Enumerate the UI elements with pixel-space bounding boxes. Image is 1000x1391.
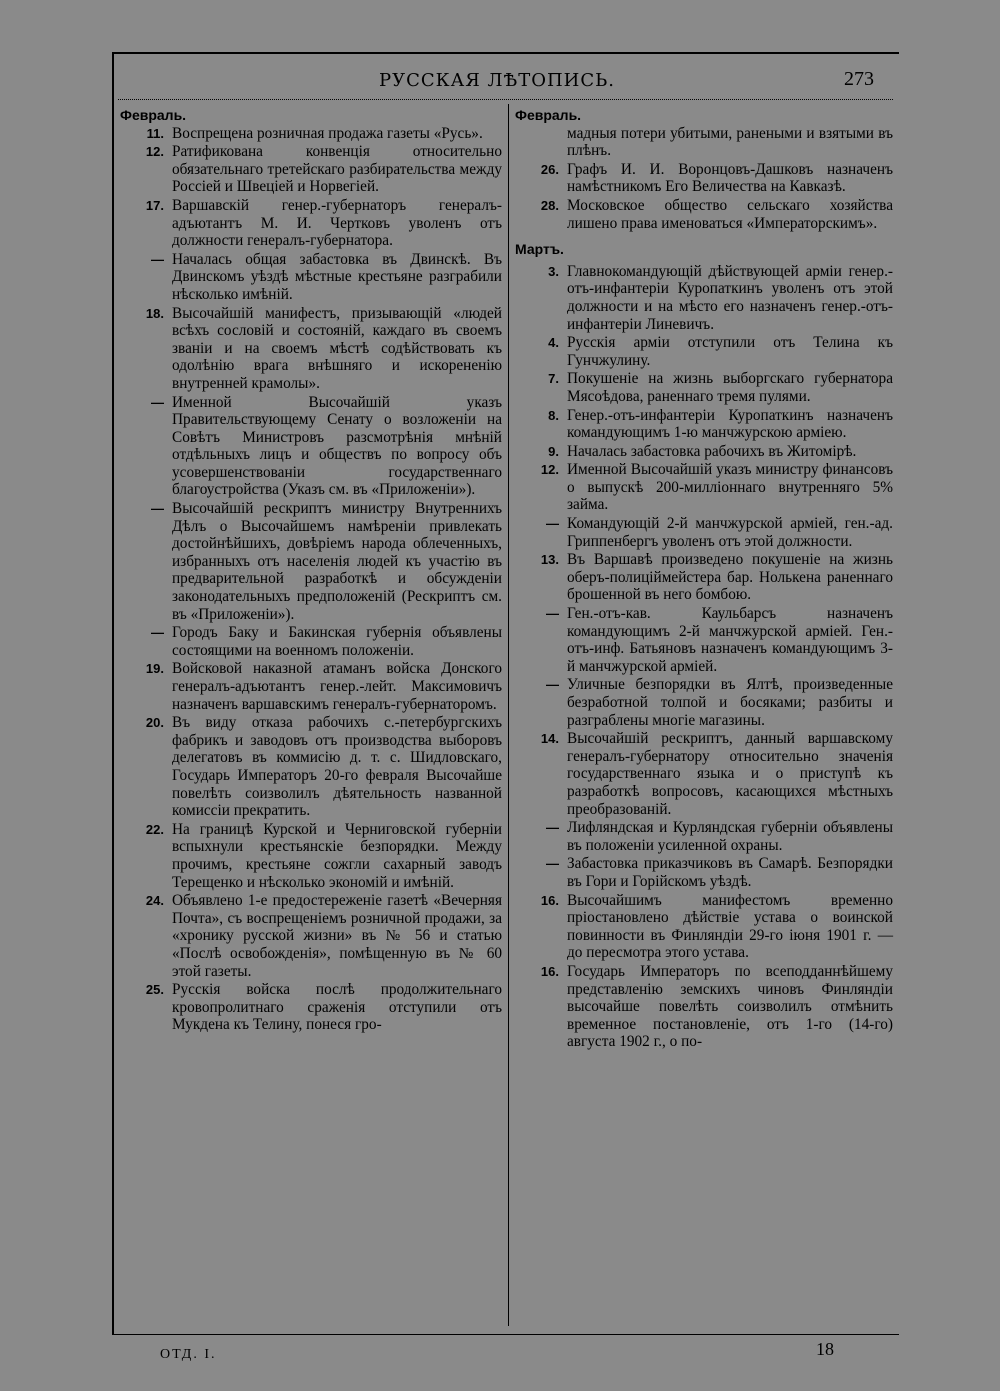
running-header <box>112 64 882 98</box>
entry-date: — <box>546 820 559 836</box>
entry-text: Высочайшій манифестъ, призывающій «людей всѣхъ сословій и состояній, каждаго въ своемъ званіи и на своемъ мѣстѣ содѣйствовать къ одолѣнію врага внѣшняго и искорененію внутренней крамолы». <box>172 304 502 392</box>
entry-text: Графъ И. И. Воронцовъ-Дашковъ назначенъ намѣстникомъ Его Величества на Кавказѣ. <box>567 160 893 196</box>
entry-date: 11. <box>146 125 164 141</box>
chronicle-entry <box>515 263 893 333</box>
entry-text: Генер.-отъ-инфантеріи Куропаткинъ назначенъ командующимъ 1-ю манчжурскою арміею. <box>567 406 893 442</box>
entry-text: Высочайшій рескриптъ, данный варшавскому генералъ-губернатору относительно значенія государственнаго языка и о приступѣ къ разработкѣ вопросовъ, касающихся мѣстныхъ преобразованій. <box>567 730 893 818</box>
entry-text: Высочайшимъ манифестомъ временно пріостановлено дѣйствіе устава о воинской повинности въ Финляндіи 29-го іюня 1901 г. — до пересмотра этого устава. <box>567 891 893 962</box>
header-rule <box>118 99 893 100</box>
month-heading: Февраль. <box>120 107 187 123</box>
entry-date: — <box>546 677 559 693</box>
signature-mark: 18 <box>816 1339 834 1359</box>
entry-text: Ратификована конвенція относительно обязательнаго третейскаго разбирательства между Россіей и Швеціей и Норвегіей. <box>172 143 502 196</box>
entry-date: 25. <box>145 982 164 998</box>
entry-text: Началась общая забастовка въ Двинскѣ. Въ Двинскомъ уѣздѣ мѣстные крестьяне разграбили нѣсколько имѣній. <box>172 250 502 303</box>
continued-entry <box>515 125 893 160</box>
entry-text: Войсковой наказной атаманъ войска Донского генералъ-адъютантъ генер.-лейт. Максимовичъ назначенъ варшавскимъ генералъ-губернаторомъ. <box>172 660 502 713</box>
entry-text: Русскія войска послѣ продолжительнаго кровопролитнаго сраженія отступили отъ Мукдена къ Телину, понеся гро- <box>172 981 502 1034</box>
page-title: РУССКАЯ ЛѢТОПИСЬ. <box>379 70 615 91</box>
entry-text: Варшавскій генер.-губернаторъ генералъ-адъютантъ М. И. Чертковъ уволенъ отъ должности генералъ-губернатора. <box>172 196 502 250</box>
chronicle-entry <box>515 461 893 514</box>
entry-date: — <box>151 394 164 410</box>
entry-text: На границѣ Курской и Черниговской губерніи вспыхнули крестьянскіе безпорядки. Между прочимъ, крестьяне сожгли сахарный заводъ Терещенко и нѣсколько экономій и имѣній. <box>172 820 502 891</box>
entry-date: 19. <box>145 661 164 677</box>
entry-date: 24. <box>145 893 164 909</box>
section-label: ОТД. I. <box>160 1347 217 1362</box>
entry-text: Ген.-отъ-кав. Каульбарсъ назначенъ командующимъ 2-й манчжурской арміей. Ген.-отъ-инф. Батьяновъ назначенъ командующимъ 3-й манчжурской арміей. <box>567 605 893 675</box>
entry-text: Началась забастовка рабочихъ въ Житомірѣ. <box>567 442 857 460</box>
entry-date: 14. <box>540 731 559 747</box>
entry-text: Въ виду отказа рабочихъ с.-петербургскихъ фабрикъ и заводовъ отъ производства выборовъ делегатовъ въ коммисію д. т. с. Шидловскаго, Государь Императоръ 20-го февраля Высочайше повелѣть соизволилъ дѣятельность названной комиссіи прекратить. <box>172 714 502 820</box>
entry-text: Именной Высочайшій указъ Правительствующему Сенату о возложеніи на Совѣтъ Министровъ разсмотрѣнія мнѣній отдѣльныхъ лицъ и обществъ по вопросу объ усовершенствованіи государственнаго благоустройства (Указъ см. въ «Приложеніи»). <box>172 393 502 499</box>
entry-date: — <box>151 625 164 641</box>
chronicle-entry <box>120 821 502 891</box>
column-divider <box>508 104 509 1326</box>
chronicle-entry <box>120 394 502 500</box>
entry-text: Московское общество сельскаго хозяйства лишено права именоваться «Императорскимъ». <box>567 196 893 232</box>
chronicle-entry <box>515 963 893 1051</box>
entry-text: Русскія арміи отступили отъ Телина къ Гунчжулину. <box>567 334 893 369</box>
chronicle-entry <box>120 660 502 713</box>
chronicle-entry <box>120 125 502 143</box>
entry-text: Забастовка приказчиковъ въ Самарѣ. Безпорядки въ Гори и Горійскомъ уѣздѣ. <box>567 855 893 890</box>
entry-date: 16. <box>540 963 559 979</box>
entry-date: — <box>546 516 559 532</box>
entry-text: Въ Варшавѣ произведено покушеніе на жизнь оберъ-полиціймейстера бар. Нолькена раненнаго брошенной въ него бомбою. <box>567 551 893 604</box>
entry-date: 4. <box>548 335 559 351</box>
entry-date: 18. <box>145 305 164 321</box>
chronicle-entry <box>120 892 502 980</box>
entry-text: Государь Императоръ по всеподданнѣйшему представленію земскихъ чиновъ Финляндіи высочайше повелѣть соизволилъ отмѣнить временное постановленіе, отъ 1-го (14-го) августа 1902 г., о по- <box>567 962 893 1051</box>
chronicle-entry <box>515 855 893 890</box>
chronicle-entry <box>515 407 893 442</box>
entry-date: 28. <box>540 197 559 213</box>
chronicle-entry <box>515 819 893 854</box>
chronicle-entry <box>120 500 502 623</box>
chronicle-entry <box>515 334 893 369</box>
chronicle-entry <box>120 143 502 196</box>
page-number: 273 <box>844 68 874 90</box>
chronicle-entry <box>120 305 502 393</box>
chronicle-entry <box>120 714 502 820</box>
entry-text: Командующій 2-й манчжурской арміей, ген.-ад. Гриппенбергъ уволенъ отъ этой должности. <box>567 515 893 550</box>
month-heading: Февраль. <box>515 107 582 123</box>
chronicle-entry <box>120 981 502 1034</box>
chronicle-entry <box>515 676 893 729</box>
entry-text: Покушеніе на жизнь выборгскаго губернатора Мясоѣдова, раненнаго тремя пулями. <box>567 370 893 405</box>
entry-date: — <box>546 606 559 622</box>
entry-date: 16. <box>540 892 559 908</box>
chronicle-entry <box>515 605 893 675</box>
chronicle-entry <box>515 197 893 232</box>
entry-date: — <box>151 251 164 267</box>
entry-text: мадныя потери убитыми, ранеными и взятыми въ плѣнъ. <box>567 124 893 160</box>
entry-text: Уличные безпорядки въ Ялтѣ, произведенные безработной толпой и босяками; разбиты и разграблены многіе магазины. <box>567 676 893 729</box>
entry-date: — <box>546 856 559 872</box>
entry-date: — <box>151 501 164 517</box>
chronicle-entry <box>515 892 893 962</box>
right-column <box>515 107 893 1052</box>
entry-date: 12. <box>540 462 559 478</box>
chronicle-entry <box>120 251 502 304</box>
chronicle-entry <box>515 443 893 461</box>
entry-text: Главнокомандующій дѣйствующей арміи генер.-отъ-инфантеріи Куропаткинъ уволенъ отъ этой должности и на мѣсто его назначенъ генер.-отъ-инфантеріи Линевичъ. <box>567 262 893 333</box>
entry-text: Объявлено 1-е предостереженіе газетѣ «Вечерняя Почта», съ воспрещеніемъ розничной продажи, за «хронику русской жизни» въ № 56 и статью «Послѣ освобожденія», помѣщенную въ № 60 этой газеты. <box>172 892 502 980</box>
entry-date: 12. <box>145 144 164 160</box>
left-column <box>120 107 502 1035</box>
entry-date: 13. <box>540 552 559 568</box>
entry-date: 8. <box>548 407 559 423</box>
entry-date: 22. <box>145 821 164 837</box>
entry-text: Высочайшій рескриптъ министру Внутреннихъ Дѣлъ о Высочайшемъ намѣреніи привлекать достойнѣйшихъ, довѣріемъ народа облеченныхъ, избранныхъ отъ населенія людей къ участію въ предварительной разработкѣ и обсужденіи законодательныхъ предположеній (Рескриптъ см. въ «Приложеніи»). <box>172 500 502 623</box>
chronicle-entry <box>515 730 893 818</box>
chronicle-entry <box>515 551 893 604</box>
entry-text: Именной Высочайшій указъ министру финансовъ о выпускѣ 200-милліоннаго внутренняго 5% займа. <box>567 461 893 514</box>
entry-date: 3. <box>548 263 559 279</box>
entry-date: 9. <box>548 443 559 459</box>
entry-text: Городъ Баку и Бакинская губернія объявлены состоящими на военномъ положеніи. <box>172 624 502 659</box>
chronicle-entry <box>515 161 893 196</box>
entry-text: Воспрещена розничная продажа газеты «Русь». <box>172 124 483 142</box>
entry-text: Лифляндская и Курляндская губерніи объявлены въ положеніи усиленной охраны. <box>567 819 893 854</box>
chronicle-entry <box>120 197 502 250</box>
entry-date: 20. <box>145 715 164 731</box>
entry-date: 26. <box>540 161 559 177</box>
chronicle-entry <box>515 370 893 405</box>
chronicle-entry <box>515 515 893 550</box>
entry-date: 7. <box>548 371 559 387</box>
month-heading: Мартъ. <box>515 241 564 258</box>
chronicle-entry <box>120 624 502 659</box>
entry-date: 17. <box>145 197 164 213</box>
